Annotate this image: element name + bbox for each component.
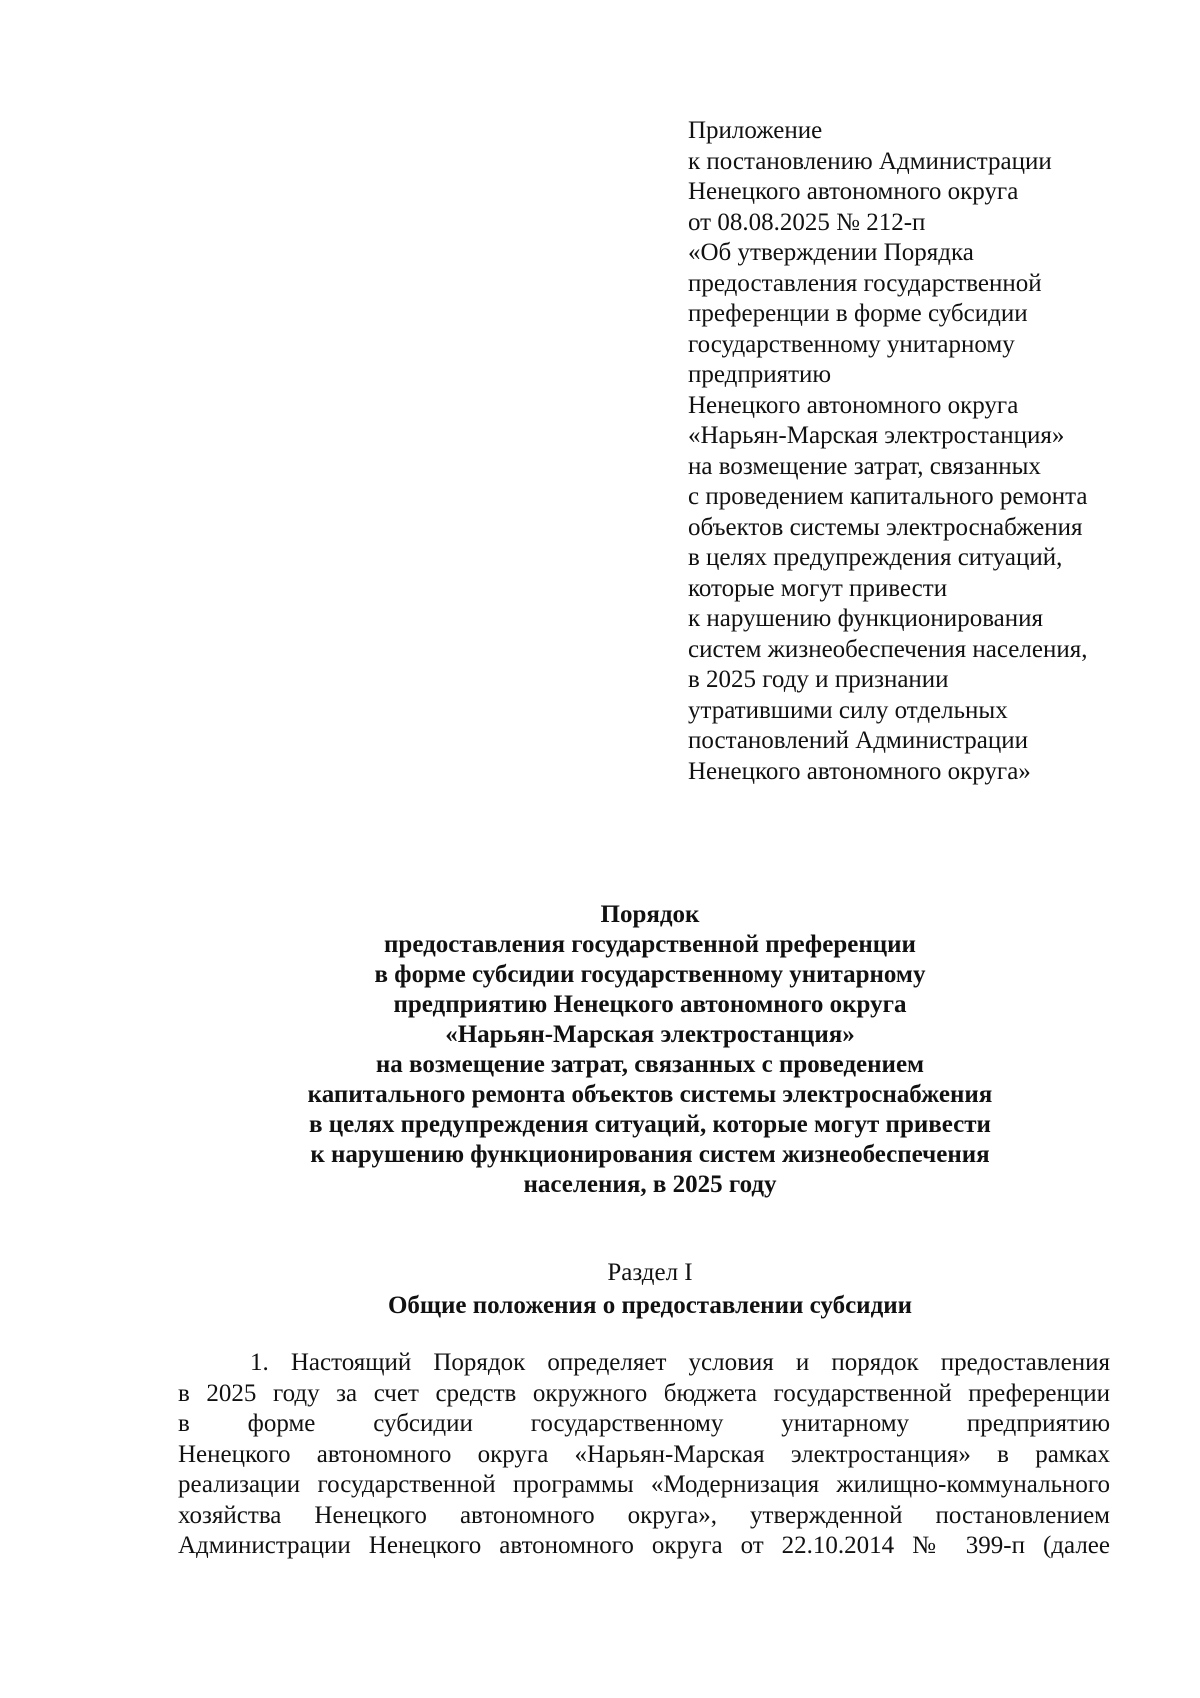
paragraph-line: Ненецкого автономного округа «Нарьян-Марская электростанция» в рамках [178,1440,1110,1468]
appendix-line: в 2025 году и признании [688,666,949,693]
appendix-line: Ненецкого автономного округа [688,391,1019,419]
appendix-line: с проведением капитального ремонта [688,483,1088,510]
section-number: Раздел I [607,1259,693,1286]
paragraph-line: 1. Настоящий Порядок определяет условия и порядок предоставления [250,1349,1110,1376]
title-line: Порядок [600,901,700,928]
appendix-line: «Нарьян-Марская электростанция» [688,422,1065,449]
paragraph-line: хозяйства Ненецкого автономного округа», утвержденной постановлением [178,1501,1110,1529]
title-line: предоставления государственной преференции [384,931,916,958]
appendix-line: от 08.08.2025 № 212-п [688,208,926,236]
appendix-line: «Об утверждении Порядка [688,239,974,266]
appendix-line: систем жизнеобеспечения населения, [688,635,1088,663]
appendix-block [688,116,1148,787]
title-line: предприятию Ненецкого автономного округа [393,991,907,1018]
appendix-line: которые могут привести [688,574,948,602]
title-line: к нарушению функционирования систем жизнеобеспечения [310,1141,990,1168]
paragraph-line: реализации государственной программы «Модернизация жилищно-коммунального [178,1471,1110,1498]
appendix-line: к нарушению функционирования [688,605,1044,632]
appendix-line: к постановлению Администрации [688,147,1052,175]
appendix-line: постановлений Администрации [688,727,1029,754]
appendix-line: преференции в форме субсидии [688,300,1028,327]
appendix-line: Ненецкого автономного округа [688,178,1019,205]
paragraph-1 [178,1348,1110,1562]
title-line: на возмещение затрат, связанных с проведением [375,1051,925,1078]
appendix-line: государственному унитарному [688,330,1015,358]
appendix-line: в целях предупреждения ситуаций, [688,544,1063,571]
appendix-line: предприятию [688,361,832,388]
section-heading: Общие положения о предоставлении субсидии [387,1292,913,1319]
paragraph-line: в форме субсидии государственному унитарному предприятию [178,1410,1110,1437]
title-line: в форме субсидии государственному унитарному [374,961,926,988]
title-line: в целях предупреждения ситуаций, которые могут привести [309,1111,991,1138]
paragraph-line: в 2025 году за счет средств окружного бюджета государственной преференции [178,1379,1110,1407]
appendix-line: утратившими силу отдельных [688,696,1008,724]
title-line: капитального ремонта объектов системы электроснабжения [307,1081,993,1108]
appendix-line: Приложение [688,117,823,144]
title-line: населения, в 2025 году [523,1171,777,1198]
document-title [200,900,1100,1200]
appendix-line: Ненецкого автономного округа» [688,757,1031,785]
appendix-line: объектов системы электроснабжения [688,513,1083,541]
appendix-line: на возмещение затрат, связанных [688,452,1041,480]
title-line: «Нарьян-Марская электростанция» [445,1021,855,1048]
appendix-line: предоставления государственной [688,269,1042,297]
paragraph-line: Администрации Ненецкого автономного округа от 22.10.2014 № 399-п (далее [178,1532,1110,1559]
